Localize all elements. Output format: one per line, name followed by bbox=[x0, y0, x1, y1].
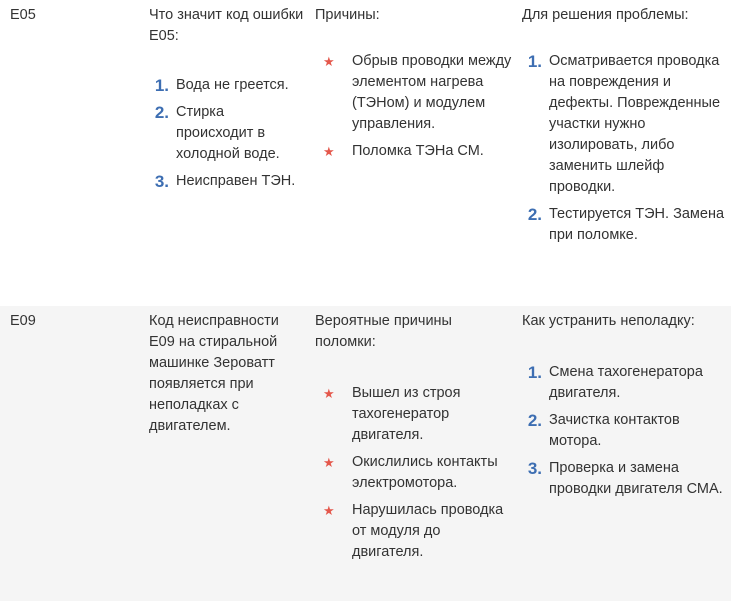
list-number: 2. bbox=[527, 205, 542, 224]
list-item-text: Тестируется ТЭН. Замена при поломке. bbox=[549, 206, 725, 243]
causes-cell bbox=[315, 306, 522, 601]
list-number: 1. bbox=[154, 76, 169, 95]
error-code-cell bbox=[0, 0, 149, 306]
solution-heading: Для решения проблемы: bbox=[522, 7, 689, 23]
list-item-text: Вышел из строя тахогенератор двигателя. bbox=[352, 385, 461, 443]
list-item bbox=[315, 452, 514, 494]
list-item bbox=[522, 362, 725, 404]
causes-list bbox=[315, 383, 514, 563]
list-number: 3. bbox=[154, 172, 169, 191]
table-row bbox=[0, 306, 731, 601]
list-item bbox=[315, 500, 514, 563]
list-number: 2. bbox=[527, 411, 542, 430]
error-code: E05 bbox=[10, 7, 36, 23]
star-icon: ★ bbox=[323, 386, 335, 401]
list-item-text: Поломка ТЭНа СМ. bbox=[352, 143, 484, 159]
list-item-text: Осматривается проводка на повреждения и дефекты. Поврежденные участки нужно изолировать, либо заменить шлейф проводки. bbox=[549, 53, 721, 195]
star-icon: ★ bbox=[323, 455, 335, 470]
solution-cell bbox=[522, 0, 731, 306]
list-item-text: Окислились контакты электромотора. bbox=[352, 454, 498, 491]
star-icon: ★ bbox=[323, 54, 335, 69]
solution-cell bbox=[522, 306, 731, 601]
list-item-text: Нарушилась проводка от модуля до двигателя. bbox=[352, 502, 504, 560]
list-number: 1. bbox=[527, 363, 542, 382]
list-number: 1. bbox=[527, 52, 542, 71]
meaning-heading: Что значит код ошибки E05: bbox=[149, 7, 304, 44]
list-item-text: Вода не греется. bbox=[176, 77, 289, 93]
list-item bbox=[315, 51, 514, 135]
list-item-text: Зачистка контактов мотора. bbox=[549, 412, 680, 449]
list-item bbox=[149, 102, 305, 165]
causes-cell bbox=[315, 0, 522, 306]
meaning-cell bbox=[149, 0, 315, 306]
error-code-cell bbox=[0, 306, 149, 601]
solution-list bbox=[522, 362, 725, 500]
list-item-text: Смена тахогенератора двигателя. bbox=[549, 364, 703, 401]
list-item bbox=[315, 383, 514, 446]
meaning-cell bbox=[149, 306, 315, 601]
list-item bbox=[522, 410, 725, 452]
list-item-text: Обрыв проводки между элементом нагрева (ТЭНом) и модулем управления. bbox=[352, 53, 512, 132]
list-item-text: Стирка происходит в холодной воде. bbox=[176, 104, 280, 162]
list-item-text: Проверка и замена проводки двигателя СМА. bbox=[549, 460, 723, 497]
solution-heading: Как устранить неполадку: bbox=[522, 313, 695, 329]
star-icon: ★ bbox=[323, 503, 335, 518]
list-item bbox=[522, 458, 725, 500]
list-item bbox=[149, 75, 305, 96]
causes-heading: Вероятные причины поломки: bbox=[315, 313, 452, 350]
list-number: 3. bbox=[527, 459, 542, 478]
solution-list bbox=[522, 51, 725, 246]
list-item-text: Неисправен ТЭН. bbox=[176, 173, 296, 189]
error-code: E09 bbox=[10, 313, 36, 329]
causes-list bbox=[315, 51, 514, 162]
list-item bbox=[315, 141, 514, 162]
list-item bbox=[522, 204, 725, 246]
list-number: 2. bbox=[154, 103, 169, 122]
meaning-list bbox=[149, 75, 305, 192]
list-item bbox=[522, 51, 725, 198]
star-icon: ★ bbox=[323, 144, 335, 159]
meaning-heading: Код неисправности E09 на стиральной машинке Зероватт появляется при неполадках с двигателем. bbox=[149, 313, 279, 434]
list-item bbox=[149, 171, 305, 192]
causes-heading: Причины: bbox=[315, 7, 380, 23]
